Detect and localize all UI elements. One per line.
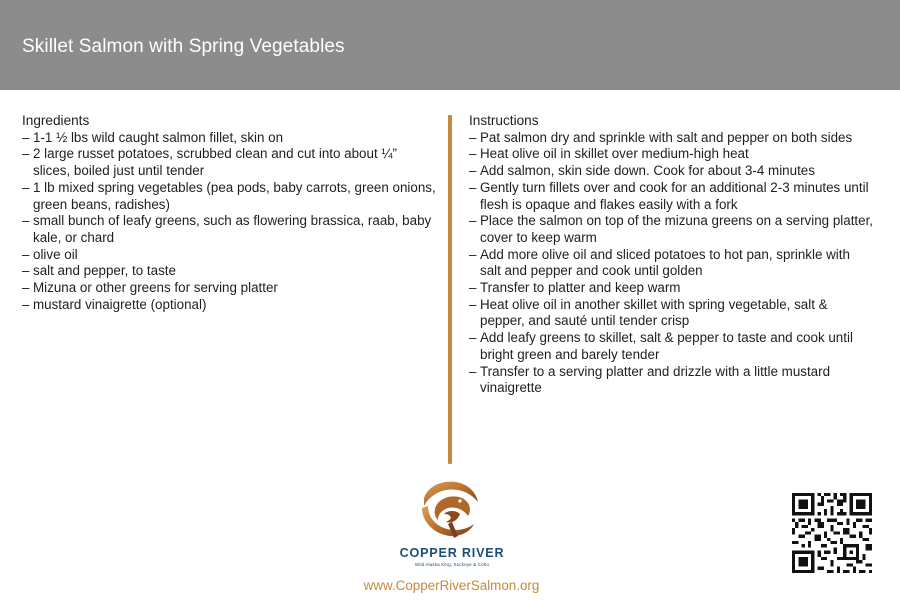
list-item: – Transfer to platter and keep warm [469, 280, 874, 297]
list-item: – olive oil [22, 247, 437, 264]
list-item: – Place the salmon on top of the mizuna greens on a serving platter, cover to keep warm [469, 213, 874, 246]
instructions-section [469, 113, 874, 397]
list-item: – Mizuna or other greens for serving platter [22, 280, 437, 297]
brand-tagline: Wild Alaska King, Sockeye & Coho [414, 562, 490, 567]
list-item: – Add salmon, skin side down. Cook for about 3-4 minutes [469, 163, 874, 180]
list-item: – Transfer to a serving platter and drizzle with a little mustard vinaigrette [469, 364, 874, 397]
salmon-logo-icon [414, 476, 482, 542]
column-divider [448, 115, 452, 464]
list-item: – Add more olive oil and sliced potatoes to hot pan, sprinkle with salt and pepper and cook until golden [469, 247, 874, 280]
recipe-title: Skillet Salmon with Spring Vegetables [22, 36, 345, 57]
list-item: – Pat salmon dry and sprinkle with salt and pepper on both sides [469, 130, 874, 147]
copper-river-logo [392, 476, 512, 574]
instructions-list [469, 130, 874, 397]
list-item: – small bunch of leafy greens, such as flowering brassica, raab, baby kale, or chard [22, 213, 437, 246]
instructions-heading: Instructions [469, 113, 539, 128]
list-item: – Add leafy greens to skillet, salt & pepper to taste and cook until bright green and barely tender [469, 330, 874, 363]
brand-name: COPPER RIVER [399, 546, 505, 560]
list-item: – salt and pepper, to taste [22, 263, 437, 280]
list-item: – Heat olive oil in skillet over medium-high heat [469, 146, 874, 163]
list-item: – 1-1 ½ lbs wild caught salmon fillet, skin on [22, 130, 437, 147]
list-item: – mustard vinaigrette (optional) [22, 297, 437, 314]
list-item: – 2 large russet potatoes, scrubbed clean and cut into about ¼” slices, boiled just until tender [22, 146, 437, 179]
list-item: – 1 lb mixed spring vegetables (pea pods, baby carrots, green onions, green beans, radishes) [22, 180, 437, 213]
qr-code-icon [792, 493, 872, 573]
list-item: – Heat olive oil in another skillet with spring vegetable, salt & pepper, and sauté until tender crisp [469, 297, 874, 330]
website-link[interactable]: www.CopperRiverSalmon.org [363, 578, 540, 593]
list-item: – Gently turn fillets over and cook for an additional 2-3 minutes until flesh is opaque and flakes easily with a fork [469, 180, 874, 213]
ingredients-list [22, 130, 437, 314]
recipe-header [0, 0, 900, 90]
ingredients-heading: Ingredients [22, 113, 90, 128]
ingredients-section [22, 113, 437, 313]
